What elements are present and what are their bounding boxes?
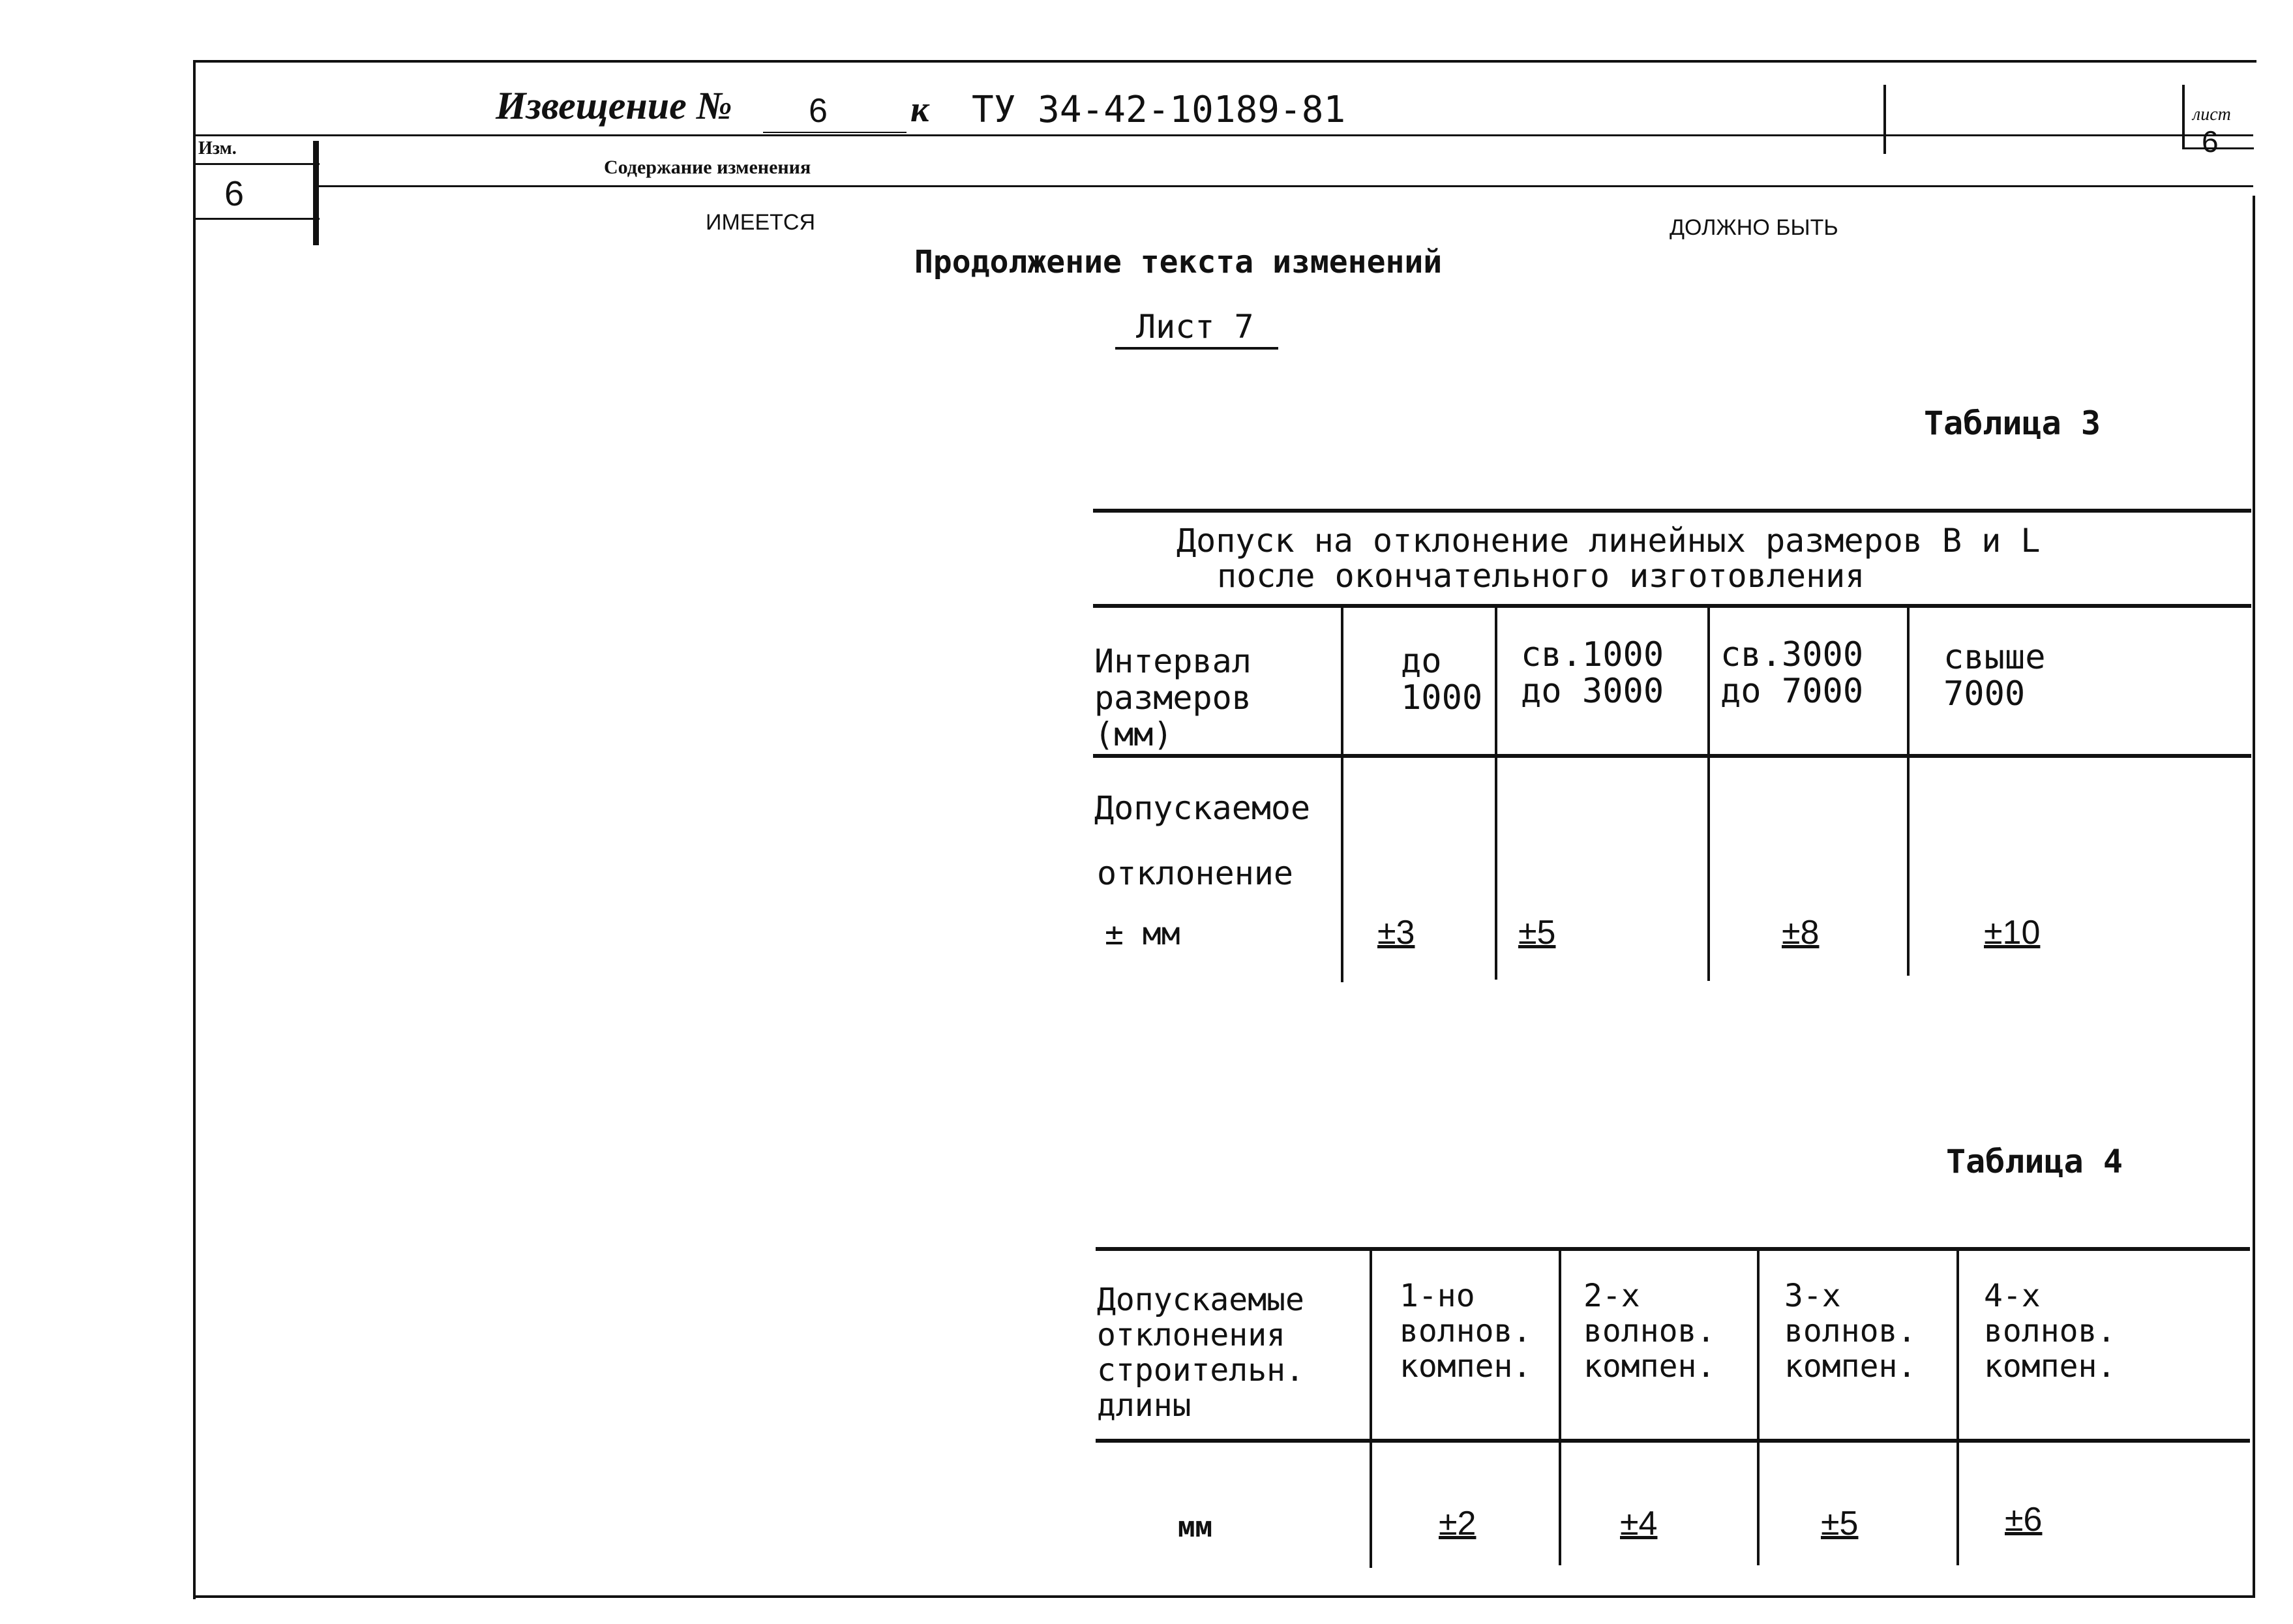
table3-col-divider-4 xyxy=(1907,607,1910,976)
table4-col-divider-3 xyxy=(1757,1250,1760,1565)
table4-label: Таблица 4 xyxy=(1946,1143,2123,1180)
rev-box-divider xyxy=(313,141,319,245)
table4-row1-header: Допускаемые отклонения строительн. длины xyxy=(1097,1282,1304,1424)
table3-row2-header-line2: отклонение xyxy=(1097,854,1294,892)
table4-type-3: 3-х волнов. компен. xyxy=(1784,1278,1917,1385)
rev-box-line-bottom xyxy=(196,218,320,220)
notice-number: 6 xyxy=(809,92,828,130)
rev-number: 6 xyxy=(224,174,245,213)
to-label: к xyxy=(910,89,929,130)
notice-label: Извещение № xyxy=(496,84,732,127)
table3-header-rule xyxy=(1093,754,2251,758)
sheet-ref: Лист 7 xyxy=(1136,308,1254,346)
rev-label: Изм. xyxy=(198,138,237,158)
table3-caption-rule xyxy=(1093,604,2251,608)
table4-header-rule xyxy=(1096,1439,2250,1443)
sheet-label: лист xyxy=(2193,104,2231,125)
table4-value-3: ±5 xyxy=(1821,1505,1859,1542)
table4-top-rule xyxy=(1096,1247,2250,1251)
sheet-ref-underline xyxy=(1115,347,1278,350)
right-border xyxy=(2253,196,2255,1598)
table3-col-divider-3 xyxy=(1707,607,1710,981)
sheet-number: 6 xyxy=(2202,125,2219,158)
table3-top-rule xyxy=(1093,509,2251,513)
table3-caption-line1: Допуск на отклонение линейных размеров В и L xyxy=(1176,522,2041,560)
table3-row1-header: Интервал размеров (мм) xyxy=(1094,642,1251,753)
content-label: Содержание изменения xyxy=(604,157,811,178)
table3-value-1: ±3 xyxy=(1377,914,1415,952)
table4-value-2: ±4 xyxy=(1620,1505,1658,1542)
table4-col-divider-4 xyxy=(1956,1250,1959,1565)
header-vert-2 xyxy=(2182,85,2185,149)
header-divider xyxy=(196,134,2253,136)
spec-code: ТУ 34-42-10189-81 xyxy=(972,89,1346,131)
table4-type-2: 2-х волнов. компен. xyxy=(1583,1278,1716,1385)
table4-col-divider-1 xyxy=(1370,1250,1372,1568)
column-label-left: ИМЕЕТСЯ xyxy=(706,210,815,235)
table3-range-4: свыше 7000 xyxy=(1943,638,2046,714)
notice-number-underline xyxy=(763,132,907,133)
table3-range-1: до 1000 xyxy=(1401,642,1483,717)
table3-col-divider-1 xyxy=(1341,607,1343,982)
table4-row2-header: мм xyxy=(1178,1511,1212,1544)
table4-type-1: 1-но волнов. компен. xyxy=(1400,1278,1532,1385)
table3-range-3: св.3000 до 7000 xyxy=(1720,635,1864,711)
top-border xyxy=(196,60,2256,63)
table3-range-2: св.1000 до 3000 xyxy=(1521,635,1664,711)
header-vert-1 xyxy=(1883,85,1886,154)
table3-col-divider-2 xyxy=(1495,607,1497,980)
rev-box-line xyxy=(196,163,320,165)
left-border xyxy=(193,60,196,1599)
table4-type-4: 4-х волнов. компен. xyxy=(1984,1278,2116,1385)
continuation-title: Продолжение текста изменений xyxy=(914,244,1443,280)
table4-col-divider-2 xyxy=(1559,1250,1561,1565)
table3-value-2: ±5 xyxy=(1518,914,1556,952)
table3-value-4: ±10 xyxy=(1984,914,2041,952)
bottom-border xyxy=(193,1595,2255,1598)
table3-label: Таблица 3 xyxy=(1924,404,2101,442)
table3-row2-header-line1: Допускаемое xyxy=(1094,789,1311,827)
table4-value-1: ±2 xyxy=(1439,1505,1476,1542)
table3-row2-header-line3: ± мм xyxy=(1105,916,1180,952)
table4-value-4: ±6 xyxy=(2005,1501,2043,1539)
column-label-right: ДОЛЖНО БЫТЬ xyxy=(1670,215,1838,240)
header-subdivider xyxy=(318,185,2253,187)
table3-value-3: ±8 xyxy=(1782,914,1820,952)
table3-caption-line2: после окончательного изготовления xyxy=(1217,557,1865,595)
